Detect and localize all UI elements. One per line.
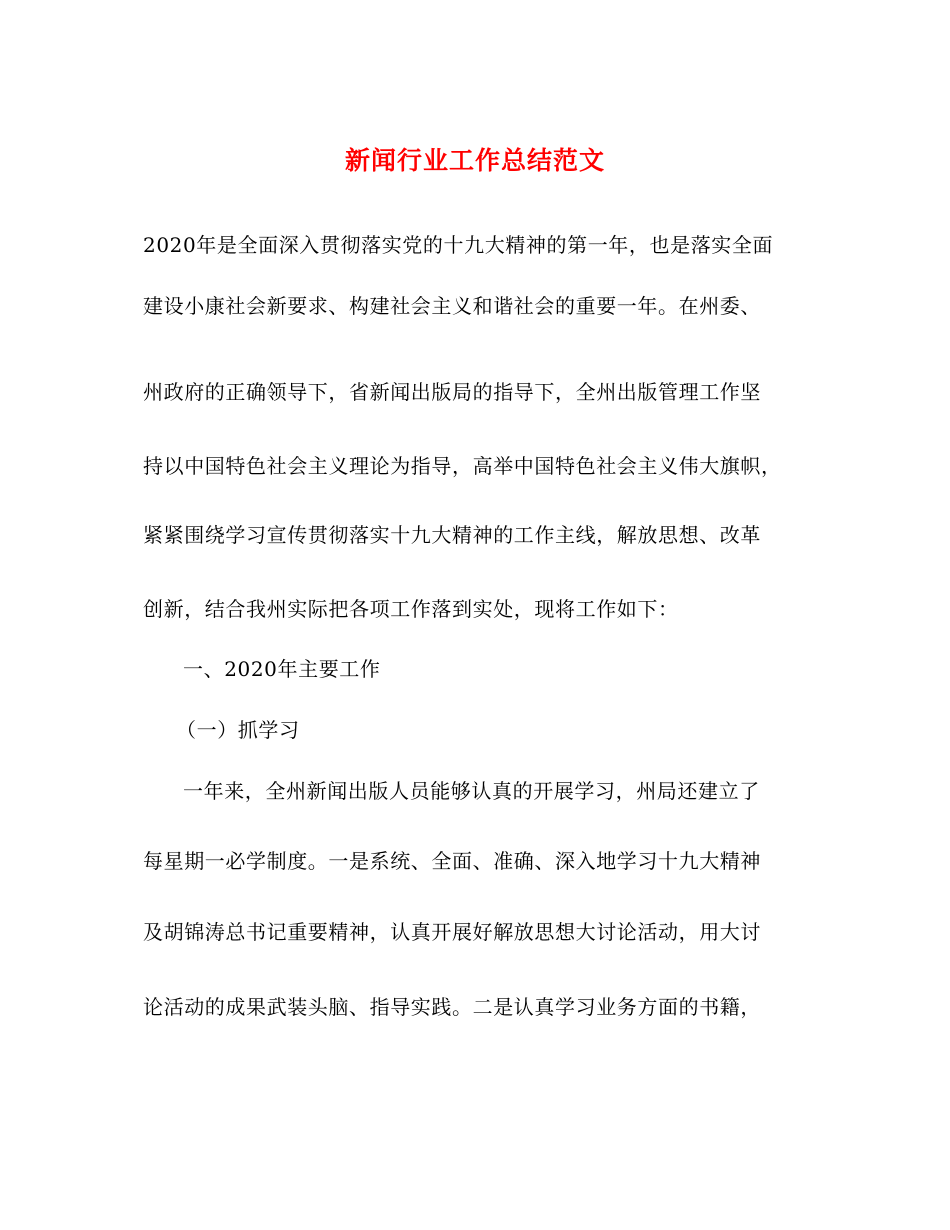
paragraph-line: 持以中国特色社会主义理论为指导，高举中国特色社会主义伟大旗帜， <box>143 454 782 478</box>
paragraph-line: 每星期一必学制度。一是系统、全面、准确、深入地学习十九大精神 <box>143 849 761 873</box>
paragraph-line: 论活动的成果武装头脑、指导实践。二是认真学习业务方面的书籍， <box>143 995 761 1019</box>
paragraph-line: 2020年是全面深入贯彻落实党的十九大精神的第一年，也是落实全面 <box>143 233 774 257</box>
paragraph-line: 州政府的正确领导下，省新闻出版局的指导下，全州出版管理工作坚 <box>143 380 761 404</box>
paragraph-line: 紧紧围绕学习宣传贯彻落实十九大精神的工作主线，解放思想、改革 <box>143 523 761 547</box>
document-title: 新闻行业工作总结范文 <box>344 146 605 175</box>
subsection-heading: （一）抓学习 <box>176 718 300 742</box>
paragraph-line: 及胡锦涛总书记重要精神，认真开展好解放思想大讨论活动，用大讨 <box>143 920 761 944</box>
paragraph-line: 一年来，全州新闻出版人员能够认真的开展学习，州局还建立了 <box>183 779 760 803</box>
section-heading: 一、2020年主要工作 <box>183 657 381 681</box>
paragraph-line: 创新，结合我州实际把各项工作落到实处，现将工作如下： <box>143 597 679 621</box>
paragraph-line: 建设小康社会新要求、构建社会主义和谐社会的重要一年。在州委、 <box>143 294 761 318</box>
